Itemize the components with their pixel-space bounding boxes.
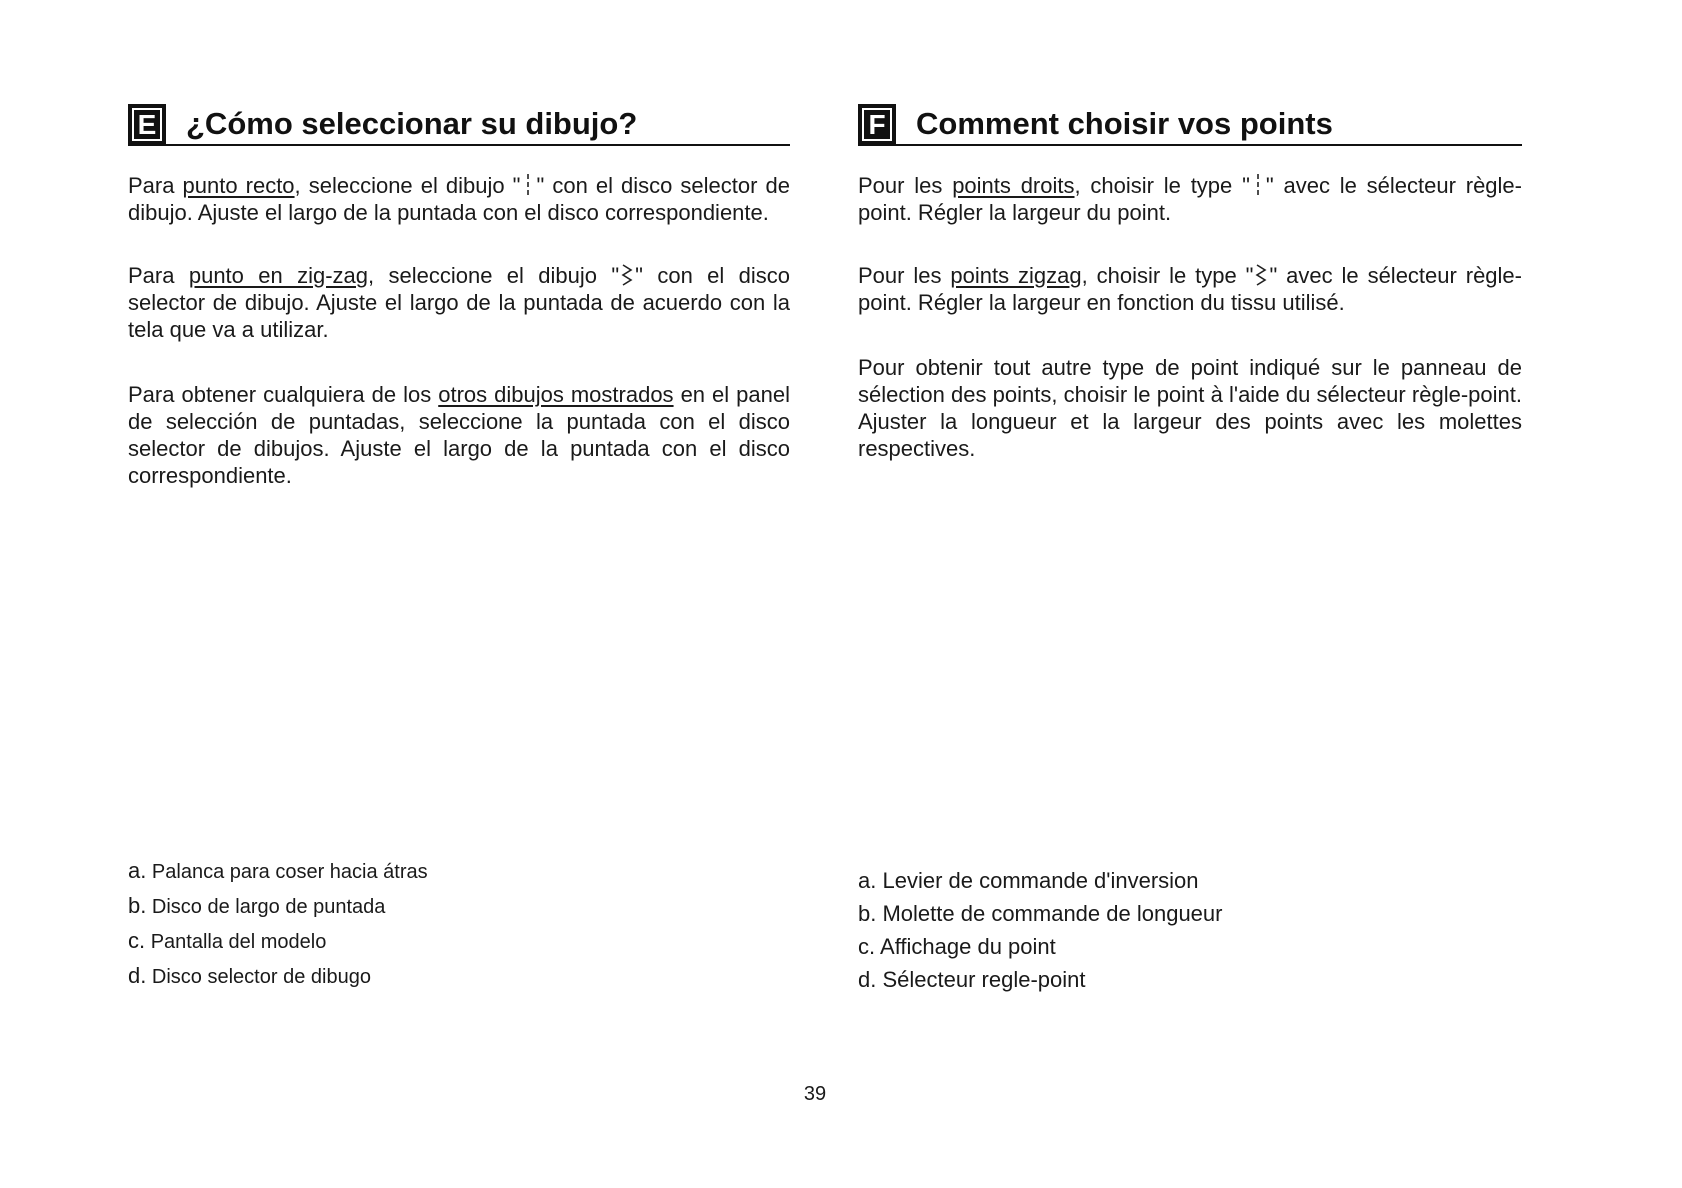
legend-item: a. Levier de commande d'inversion bbox=[858, 868, 1199, 893]
term-zigzag-es: punto en zig-zag bbox=[188, 263, 369, 288]
section-heading-es bbox=[128, 100, 790, 146]
paragraph-straight-es: Para punto recto, seleccione el dibujo " " con el disco selector de dibujo. Ajuste el largo de la puntada con el disco correspondiente. bbox=[128, 173, 790, 225]
term-other-es: otros dibujos mostrados bbox=[438, 382, 674, 407]
spanish-section bbox=[128, 100, 790, 527]
paragraph-other-es: Para obtener cualquiera de los otros dibujos mostrados en el panel de selección de puntadas, seleccione la puntada con el disco selector de dibujos. Ajuste el largo de la puntada con el disco correspondiente. bbox=[128, 382, 790, 488]
section-heading-fr bbox=[858, 100, 1522, 146]
legend-es bbox=[128, 854, 728, 994]
language-badge-f: F bbox=[858, 104, 896, 144]
term-straight-fr: points droits bbox=[952, 173, 1075, 198]
straight-stitch-icon bbox=[520, 174, 536, 196]
page-number: 39 bbox=[803, 1083, 827, 1105]
section-title-fr: Comment choisir vos points bbox=[916, 106, 1333, 141]
term-zigzag-fr: points zigzag bbox=[950, 263, 1082, 288]
paragraph-zigzag-fr: Pour les points zigzag, choisir le type " " avec le sélecteur règle-point. Régler la largeur en fonction du tissu utilisé. bbox=[858, 263, 1522, 315]
straight-stitch-icon bbox=[1250, 174, 1266, 196]
legend-item: b. Molette de commande de longueur bbox=[858, 901, 1223, 926]
paragraph-straight-fr: Pour les points droits, choisir le type " " avec le sélecteur règle-point. Régler la largeur du point. bbox=[858, 173, 1522, 225]
legend-item: d. Disco selector de dibugo bbox=[128, 963, 371, 988]
term-straight-es: punto recto bbox=[182, 173, 295, 198]
legend-fr bbox=[858, 864, 1458, 996]
french-section bbox=[858, 100, 1522, 500]
paragraph-other-fr: Pour obtenir tout autre type de point indiqué sur le panneau de sélection des points, choisir le point à l'aide du sélecteur règle-point. Ajuster la longueur et la largeur des points avec les molettes respectives. bbox=[858, 355, 1522, 461]
language-badge-e: E bbox=[128, 104, 166, 144]
section-title-es: ¿Cómo seleccionar su dibujo? bbox=[186, 106, 638, 141]
paragraph-zigzag-es: Para punto en zig-zag, seleccione el dibujo " " con el disco selector de dibujo. Ajuste el largo de la puntada de acuerdo con la tela que va a utilizar. bbox=[128, 263, 791, 342]
legend-item: c. Affichage du point bbox=[858, 934, 1056, 959]
zigzag-stitch-icon bbox=[1253, 264, 1269, 286]
legend-item: c. Pantalla del modelo bbox=[128, 928, 327, 953]
legend-item: b. Disco de largo de puntada bbox=[128, 893, 386, 918]
legend-item: a. Palanca para coser hacia átras bbox=[128, 858, 428, 883]
legend-item: d. Sélecteur regle-point bbox=[858, 967, 1086, 992]
zigzag-stitch-icon bbox=[619, 264, 635, 286]
